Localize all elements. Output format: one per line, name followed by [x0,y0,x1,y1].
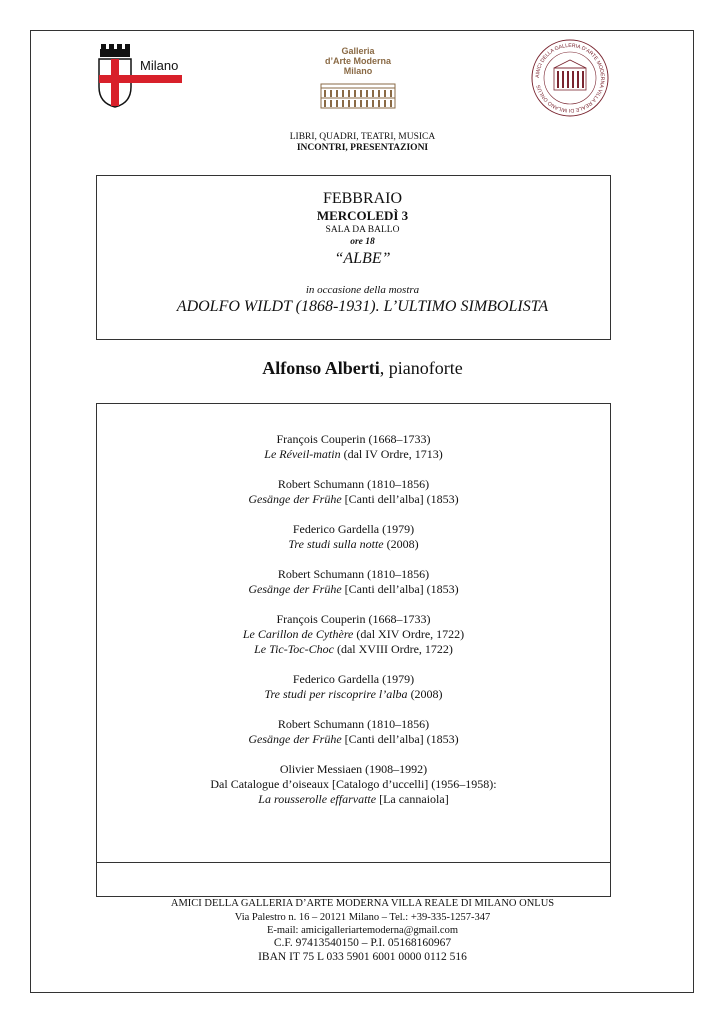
program-composer: François Couperin (1668–1733) [276,612,431,626]
amici-seal-text: AMICI DELLA GALLERIA D’ARTE MODERNA VILLA REALE DI MILANO ONLUS [534,42,606,114]
program-composer: Federico Gardella (1979) [292,522,415,536]
program-composer: Robert Schumann (1810–1856) [277,477,430,491]
program-composer: François Couperin (1668–1733) [276,432,431,446]
gam-line-3: Milano [343,66,373,76]
event-time: ore 18 [350,237,375,247]
program-item [96,762,611,807]
gam-line-1: Galleria [341,46,375,56]
event-title: “ALBE” [334,250,391,267]
program-item [96,612,611,657]
footer-tax-ids: C.F. 97413540150 – P.I. 05168160967 [273,937,452,949]
exhibition-title: ADOLFO WILDT (1868-1931). L’ULTIMO SIMBOLISTA [176,298,549,315]
program-item [96,432,611,462]
performer-name: Alfonso Alberti [262,358,380,378]
event-month: FEBBRAIO [322,190,403,207]
event-venue: SALA DA BALLO [325,225,400,235]
program-work: Gesänge der Frühe [Canti dell’alba] (1853) [248,732,459,746]
program-composer: Robert Schumann (1810–1856) [277,717,430,731]
footer-email: E-mail: amicigalleriartemoderna@gmail.com [266,925,458,936]
milano-logo-text: Milano [140,58,179,73]
program-work: Dal Catalogue d’oiseaux [Catalogo d’uccelli] (1956–1958): [210,777,497,791]
milano-logo [98,43,188,109]
event-occasion: in occasione della mostra [305,284,420,296]
program-composer: Olivier Messiaen (1908–1992) [279,762,428,776]
program-item [96,522,611,552]
program-work: Gesänge der Frühe [Canti dell’alba] (1853) [248,582,459,596]
program-item [96,672,611,702]
gam-line-2: d’Arte Moderna [324,56,391,66]
amici-seal-logo [530,38,610,118]
program-work: Tre studi sulla notte (2008) [288,537,419,551]
program-item [96,567,611,597]
program-work: La rousserolle effarvatte [La cannaiola] [258,792,449,806]
footer-org: AMICI DELLA GALLERIA D’ARTE MODERNA VILLA REALE DI MILANO ONLUS [170,898,555,909]
program-work: Gesänge der Frühe [Canti dell’alba] (1853) [248,492,459,506]
program-composer: Robert Schumann (1810–1856) [277,567,430,581]
event-day: MERCOLEDÌ 3 [316,208,409,223]
program-item [96,477,611,507]
footer-iban: IBAN IT 75 L 033 5901 6001 0000 0112 516 [258,951,467,963]
program-composer: Federico Gardella (1979) [292,672,415,686]
gam-building-icon [320,80,396,110]
program-work: Le Tic-Toc-Choc (dal XVIII Ordre, 1722) [254,642,453,656]
performer-role: , pianoforte [379,358,463,378]
performer-line [0,358,725,379]
program-work: Tre studi per riscoprire l’alba (2008) [264,687,443,701]
program-work: Le Réveil-matin (dal IV Ordre, 1713) [264,447,443,461]
gam-logo-text [310,46,406,76]
tagline-topics: LIBRI, QUADRI, TEATRI, MUSICA [289,132,436,142]
program-item [96,717,611,747]
empty-box [96,863,611,897]
program-work: Le Carillon de Cythère (dal XIV Ordre, 1722) [242,627,465,641]
tagline-events: INCONTRI, PRESENTAZIONI [296,143,429,153]
footer-address: Via Palestro n. 16 – 20121 Milano – Tel.: +39-335-1257-347 [234,912,491,923]
